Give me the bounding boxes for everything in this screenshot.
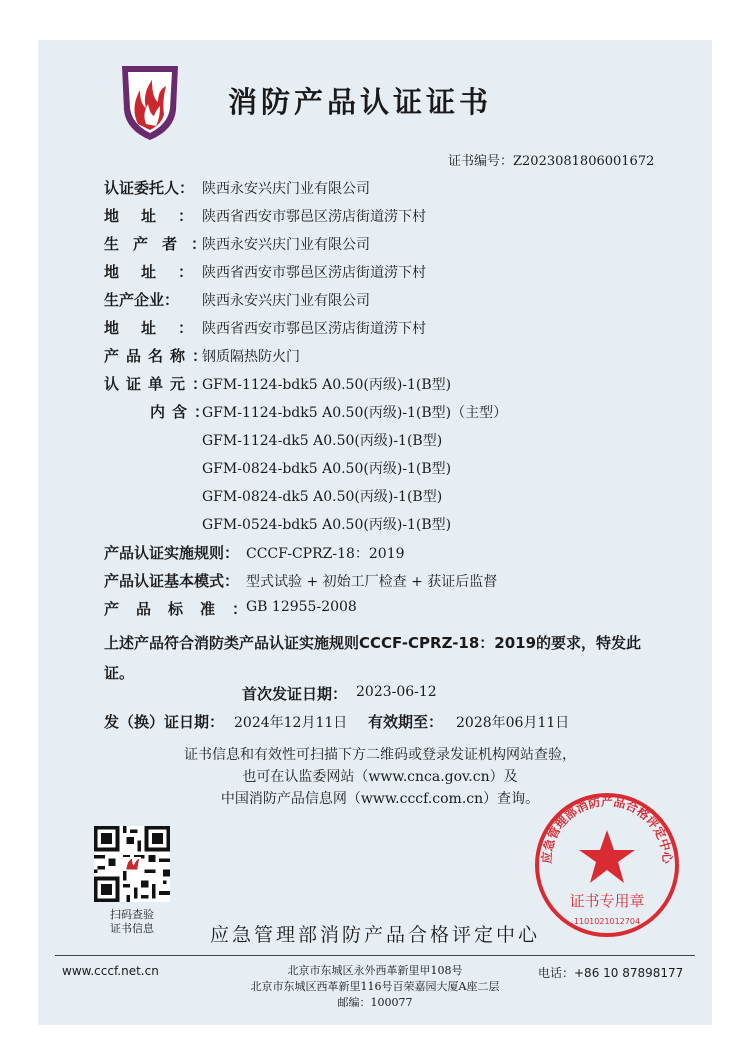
field-value-producer: 陕西永安兴庆门业有限公司	[202, 237, 370, 253]
reissue-value: 2024年12月11日	[234, 715, 348, 731]
footer-phone: 电话：+86 10 87898177	[538, 966, 684, 980]
official-seal	[532, 790, 682, 940]
field-label-unit: 认证单元：	[104, 375, 215, 393]
first-issue-value: 2023-06-12	[356, 684, 437, 700]
field-value-unit: GFM-1124-bdk5 A0.50(丙级)-1(B型)	[202, 377, 452, 393]
first-issue-label: 首次发证日期：	[242, 685, 348, 703]
standard-label: 产品标准：	[104, 600, 265, 618]
rule-label: 产品认证实施规则：	[104, 544, 240, 562]
verify-text-line: 证书信息和有效性可扫描下方二维码或登录发证机构网站查验，	[184, 747, 576, 763]
qr-caption: 扫码查验	[110, 908, 154, 921]
field-value-address-3: 陕西省西安市鄠邑区涝店街道涝下村	[202, 321, 426, 337]
field-value-applicant: 陕西永安兴庆门业有限公司	[202, 181, 370, 197]
model-item: GFM-1124-dk5 A0.50(丙级)-1(B型)	[202, 433, 443, 449]
field-value-product-name: 钢质隔热防火门	[202, 349, 300, 365]
footer-postcode: 邮编：100077	[337, 996, 413, 1009]
qr-caption: 证书信息	[110, 922, 154, 935]
rule-value: CCCF-CPRZ-18：2019	[246, 546, 405, 562]
field-label-address-2: 地址：	[104, 263, 216, 281]
model-item: GFM-0824-bdk5 A0.50(丙级)-1(B型)	[202, 461, 452, 477]
reissue-label: 发（换）证日期：	[104, 713, 225, 731]
footer-address-1: 北京市东城区永外西革新里甲108号	[287, 964, 463, 977]
certificate-number: 证书编号：Z2023081806001672	[448, 154, 655, 169]
qr-code[interactable]	[94, 826, 170, 902]
seal-ring-text: 应急管理部消防产品合格评定中心	[539, 794, 675, 865]
verify-text-line: 中国消防产品信息网（www.cccf.com.cn）查询。	[220, 791, 540, 807]
model-item: GFM-0824-dk5 A0.50(丙级)-1(B型)	[202, 489, 443, 505]
field-value-address-2: 陕西省西安市鄠邑区涝店街道涝下村	[202, 265, 426, 281]
field-label-manufacturer: 生产企业：	[104, 291, 180, 309]
mode-label: 产品认证基本模式：	[104, 572, 240, 590]
standard-value: GB 12955-2008	[246, 599, 357, 615]
field-label-includes: 内含：	[150, 403, 217, 421]
validity-value: 2028年06月11日	[456, 715, 570, 731]
field-label-product-name: 产品名称：	[104, 347, 215, 365]
field-label-address-1: 地址：	[104, 207, 216, 225]
field-value-manufacturer: 陕西永安兴庆门业有限公司	[202, 293, 370, 309]
model-item: GFM-0524-bdk5 A0.50(丙级)-1(B型)	[202, 517, 452, 533]
field-value-address-1: 陕西省西安市鄠邑区涝店街道涝下村	[202, 209, 426, 225]
seal-center-text: 证书专用章	[569, 892, 645, 910]
footer-address-2: 北京市东城区西革新里116号百荣嘉园大厦A座二层	[250, 980, 500, 993]
field-label-address-3: 地址：	[104, 319, 216, 337]
conformity-statement: 上述产品符合消防类产品认证实施规则CCCF-CPRZ-18：2019的要求，特发此证。	[104, 634, 642, 682]
fire-shield-logo	[116, 58, 184, 142]
verify-text-line: 也可在认监委网站（www.cnca.gov.cn）及	[242, 769, 518, 785]
field-value-includes: GFM-1124-bdk5 A0.50(丙级)-1(B型)（主型）	[202, 405, 508, 421]
validity-label: 有效期至：	[368, 713, 444, 731]
seal-number: 1101021012704	[573, 917, 641, 926]
field-label-applicant: 认证委托人：	[104, 179, 195, 197]
footer-website[interactable]: www.cccf.net.cn	[62, 964, 159, 978]
certificate-title: 消防产品认证证书	[228, 85, 493, 119]
mode-value: 型式试验 + 初始工厂检查 + 获证后监督	[246, 574, 498, 590]
issuer-name: 应急管理部消防产品合格评定中心	[210, 924, 541, 946]
footer-divider	[55, 955, 695, 956]
field-label-producer: 生产者：	[104, 235, 221, 253]
